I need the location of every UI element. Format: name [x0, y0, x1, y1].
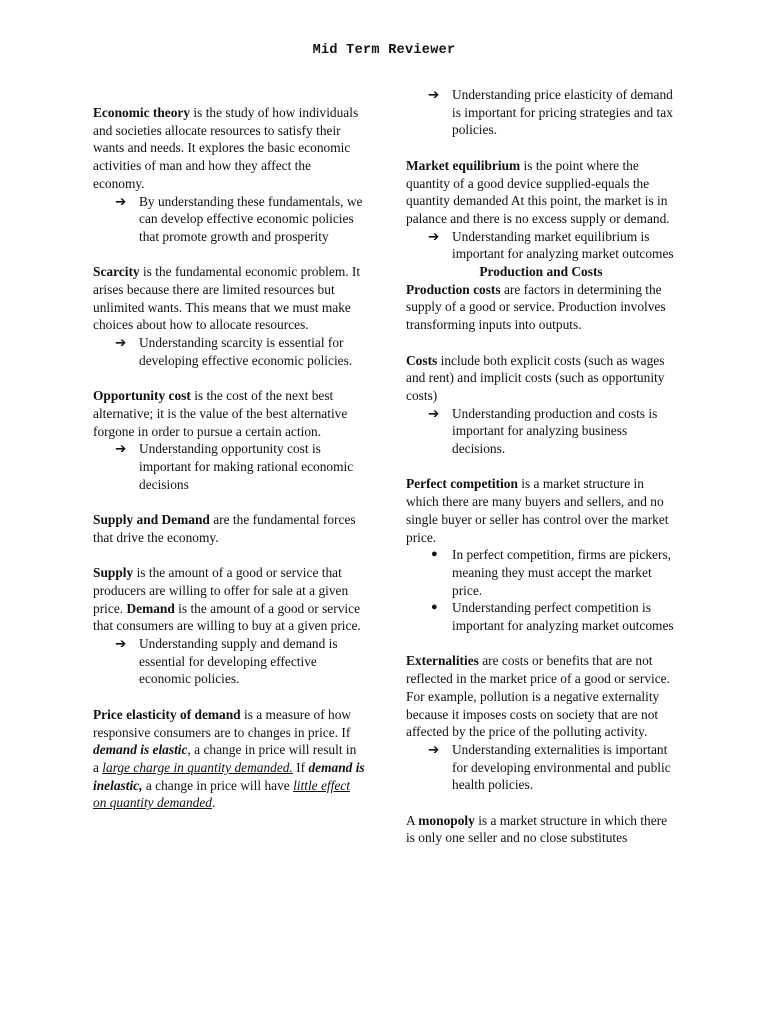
term: Costs: [406, 352, 438, 368]
term: Demand: [126, 600, 175, 616]
arrow-icon: ➔: [115, 441, 127, 457]
market-equilibrium-paragraph: Market equilibrium is the point where the quantity of a good device supplied-equals the quantity demanded At this point, the market is in palance and there is no excess supply or demand.: [406, 157, 670, 226]
bullet-dot-icon: ●: [431, 601, 438, 614]
term: monopoly: [418, 812, 475, 828]
bullet-item: ➔ Understanding price elasticity of demand is important for pricing strategies and tax policies.: [428, 87, 673, 138]
monopoly-paragraph: A monopoly is a market structure in which there is only one seller and no close substitutes: [406, 812, 668, 846]
term: Perfect competition: [406, 476, 518, 492]
section-heading: Production and Costs: [479, 264, 603, 280]
bullet-item: ➔ Understanding externalities is important for developing environmental and public health policies.: [428, 741, 671, 793]
externalities-paragraph: Externalities are costs or benefits that are not reflected in the market price of a good or service. For example, pollution is a negative externality because it imposes costs on society that are not affected by the price of the polluting activity.: [406, 653, 670, 740]
bullet-item: ➔ Understanding market equilibrium is important for analyzing market outcomes: [428, 228, 674, 262]
term: Price elasticity of demand: [93, 706, 241, 722]
term: Supply and Demand: [93, 512, 210, 528]
bullet-item: ➔ Understanding scarcity is essential for developing effective economic policies.: [115, 335, 353, 368]
bullet-item: ● Understanding perfect competition is important for analyzing market outcomes: [431, 600, 674, 634]
arrow-icon: ➔: [115, 193, 127, 209]
bullet-item: ➔ Understanding supply and demand is essential for developing effective economic policies.: [115, 636, 338, 687]
perfect-competition-paragraph: Perfect competition is a market structure in which there are many buyers and sellers, and no single buyer or seller has control over the market price.: [406, 476, 669, 545]
arrow-icon: ➔: [428, 741, 440, 757]
term: Production costs: [406, 281, 501, 297]
supply-and-demand-paragraph: Supply and Demand are the fundamental forces that drive the economy.: [93, 512, 356, 545]
term: Market equilibrium: [406, 157, 521, 173]
bullet-item: ● In perfect competition, firms are pickers, meaning they must accept the market price.: [431, 547, 671, 598]
left-column: [93, 104, 365, 812]
arrow-icon: ➔: [428, 87, 440, 102]
term: Opportunity cost: [93, 388, 191, 404]
term: Economic theory: [93, 105, 191, 120]
arrow-icon: ➔: [428, 405, 440, 421]
term: Scarcity: [93, 264, 140, 280]
term: Supply: [93, 565, 134, 581]
bullet-item: ➔ By understanding these fundamentals, we can develop effective economic policies that promote growth and prosperity: [115, 193, 363, 244]
production-costs-paragraph: Production costs are factors in determining the supply of a good or service. Production involves transforming inputs into outputs.: [406, 281, 666, 333]
arrow-icon: ➔: [428, 228, 440, 244]
price-elasticity-paragraph: Price elasticity of demand is a measure of how responsive consumers are to changes in price. If demand is elastic, a change in price will result in a large charge in quantity demanded. If demand is inelastic, a change in price will have little effect on quantity demanded.: [93, 706, 365, 811]
scarcity-paragraph: Scarcity is the fundamental economic problem. It arises because there are limited resources but unlimited wants. This means that we must make choices about how to allocate resources.: [93, 264, 361, 333]
page-title: Mid Term Reviewer: [312, 43, 456, 58]
bullet-item: ➔ Understanding production and costs is important for analyzing business decisions.: [428, 405, 658, 457]
opportunity-cost-paragraph: Opportunity cost is the cost of the next best alternative; it is the value of the best alternative forgone in order to pursue a certain action.: [93, 388, 348, 439]
bullet-item: ➔ Understanding opportunity cost is important for making rational economic decisions: [115, 441, 354, 492]
arrow-icon: ➔: [115, 335, 127, 351]
arrow-icon: ➔: [115, 636, 127, 652]
supply-paragraph: Supply is the amount of a good or service that producers are willing to offer for sale at a given price. Demand is the amount of a good or service that consumers are willing to buy at a given price.: [93, 565, 361, 634]
bullet-dot-icon: ●: [431, 548, 438, 561]
term: Externalities: [406, 653, 479, 669]
economic-theory-paragraph: Economic theory is the study of how individuals and societies allocate resources to satisfy their wants and needs. It explores the basic economic activities of man and how they affect the economy.: [93, 105, 359, 191]
costs-paragraph: Costs include both explicit costs (such as wages and rent) and implicit costs (such as opportunity costs): [406, 352, 665, 403]
right-column: [406, 86, 676, 847]
